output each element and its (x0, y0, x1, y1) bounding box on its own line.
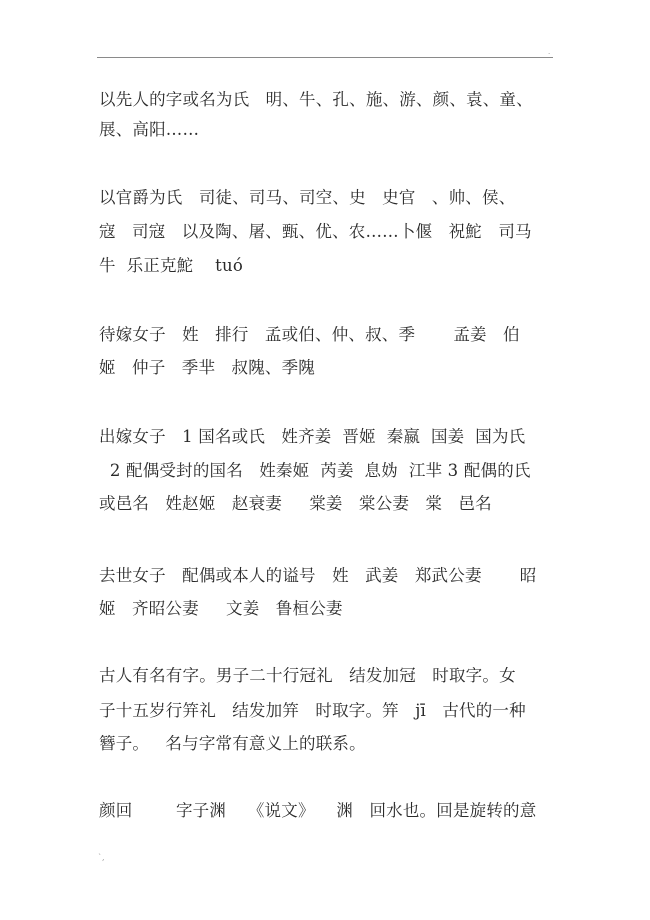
text-line: 展、高阳…… (99, 120, 200, 139)
text-line: 古人有名有字。男子二十行冠礼 结发加冠 时取字。女 (99, 666, 516, 685)
text-line: 簪子。 名与字常有意义上的联系。 (99, 734, 366, 753)
text-line: 2 配偶受封的国名 姓秦姬 芮姜 息妫 江芈 3 配偶的氏 (99, 461, 531, 480)
text-line: 以先人的字或名为氏 明、牛、孔、施、游、颜、袁、童、 (99, 90, 533, 109)
text-line: 牛 乐正克鮀 tuó (99, 256, 243, 275)
text-line: 待嫁女子 姓 排行 孟或伯、仲、叔、季 孟姜 伯 (99, 325, 520, 344)
text-line: 寇 司寇 以及陶、屠、甄、优、农……卜偃 祝鮀 司马 (99, 222, 532, 241)
footer-mark: `, (98, 853, 105, 862)
text-line: 去世女子 配偶或本人的谥号 姓 武姜 郑武公妻 昭 (99, 566, 537, 585)
text-line: 姬 仲子 季芈 叔隗、季隗 (99, 358, 316, 377)
text-line: 出嫁女子 1 国名或氏 姓齐姜 晋姬 秦嬴 国姜 国为氏 (99, 427, 526, 446)
text-line: 姬 齐昭公妻 文姜 鲁桓公妻 (99, 599, 343, 618)
text-line: 颜回 字子渊 《说文》 渊 回水也。回是旋转的意 (99, 801, 537, 820)
text-line: 以官爵为氏 司徒、司马、司空、史 史官 、帅、侯、 (99, 188, 516, 207)
header-rule (97, 57, 553, 58)
corner-mark: . (548, 48, 551, 56)
text-line: 子十五岁行笄礼 结发加笄 时取字。笄 jī 古代的一种 (99, 701, 526, 720)
text-line: 或邑名 姓赵姬 赵衰妻 棠姜 棠公妻 棠 邑名 (99, 494, 492, 513)
